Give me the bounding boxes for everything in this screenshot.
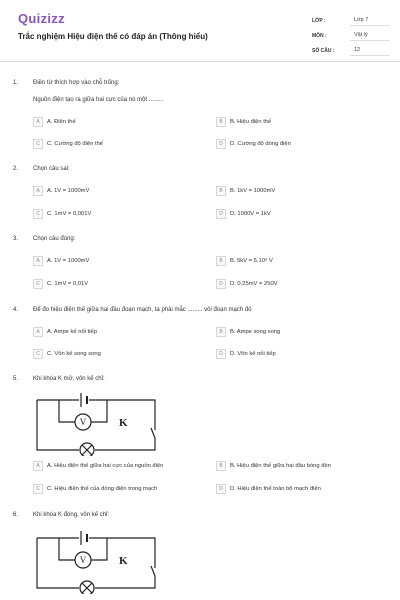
option-letter: C (33, 484, 43, 494)
option-text: C. 1mV = 0,01V (47, 281, 89, 287)
class-label: LỚP : (312, 17, 326, 24)
option-c[interactable] (33, 139, 103, 149)
question-text: Để đo hiệu điện thế giữa hai đầu đoạn mạch, ta phải mắc ......... vôi đoạn mạch đó (33, 307, 252, 313)
option-text: A. 1V = 1000mV (47, 188, 90, 194)
quizizz-logo: Quizizz (18, 11, 65, 26)
meta-count-row (312, 43, 390, 58)
option-a[interactable] (33, 327, 97, 337)
circuit-diagram (33, 390, 163, 456)
option-letter: D (216, 484, 226, 494)
option-d[interactable] (216, 209, 271, 219)
question-number: 2. (13, 166, 19, 172)
switch-label: K (119, 417, 128, 429)
option-text: B. Hiệu điện thế (230, 119, 272, 125)
option-letter: B (216, 256, 226, 266)
count-value: 12 (350, 45, 390, 56)
option-b[interactable] (216, 327, 280, 337)
question-text: Khi khóa K mở, vôn kế chỉ: (33, 376, 105, 382)
question-number: 4. (13, 307, 19, 313)
option-letter: A (33, 256, 43, 266)
option-c[interactable] (33, 484, 157, 494)
option-letter: A (33, 461, 43, 471)
option-letter: B (216, 327, 226, 337)
outer-wire-bottom (37, 538, 155, 588)
option-d[interactable] (216, 279, 278, 289)
switch-blade (151, 428, 155, 438)
worksheet-header (0, 0, 400, 62)
question-text: Khi khóa K đóng, vôn kế chỉ: (33, 512, 110, 518)
subject-value: Vật lý (350, 30, 390, 41)
voltmeter-label: V (79, 555, 87, 565)
option-b[interactable] (216, 461, 331, 471)
outer-wire-top (37, 400, 155, 430)
option-text: B. Hiệu điện thế giữa hai đầu bóng đèn (230, 463, 331, 469)
option-c[interactable] (33, 349, 101, 359)
option-letter: A (33, 117, 43, 127)
option-b[interactable] (216, 117, 271, 127)
question-number: 1. (13, 80, 19, 86)
option-c[interactable] (33, 209, 91, 219)
voltmeter-label: V (79, 417, 87, 427)
meta-class-row (312, 13, 390, 28)
option-text: A. Điện thế (47, 119, 76, 125)
option-letter: C (33, 209, 43, 219)
outer-wire-bottom (37, 400, 155, 450)
question-number: 6. (13, 512, 19, 518)
option-d[interactable] (216, 484, 321, 494)
option-text: D. Vôn kế nối tiếp (230, 351, 276, 357)
option-letter: A (33, 186, 43, 196)
option-b[interactable] (216, 186, 275, 196)
option-a[interactable] (33, 117, 76, 127)
option-b[interactable] (216, 256, 273, 266)
option-text: C. Hiệu điện thế của dòng điện trong mạch (47, 486, 158, 492)
option-a[interactable] (33, 256, 89, 266)
option-text: A. Hiệu điện thế giữa hai cực của nguồn điện (47, 463, 164, 469)
switch-blade (151, 566, 155, 576)
option-letter: D (216, 279, 226, 289)
option-text: B. Ampe song song (230, 329, 281, 335)
option-d[interactable] (216, 349, 276, 359)
option-letter: A (33, 327, 43, 337)
option-letter: D (216, 349, 226, 359)
option-text: D. Hiệu điện thế toàn bộ mạch điện (230, 486, 321, 492)
question-number: 3. (13, 236, 19, 242)
option-d[interactable] (216, 139, 291, 149)
class-value: Lớp 7 (350, 15, 390, 26)
option-a[interactable] (33, 461, 163, 471)
option-text: A. Ampe kế nối tiếp (47, 329, 97, 335)
option-letter: B (216, 117, 226, 127)
outer-wire-top (37, 538, 155, 568)
option-a[interactable] (33, 186, 89, 196)
question-text: Điền từ thích hợp vào chỗ trống: (33, 80, 120, 86)
option-letter: B (216, 186, 226, 196)
subject-label: MÔN : (312, 32, 327, 39)
option-letter: D (216, 139, 226, 149)
question-subtext: Nguồn điện tạo ra giữa hai cực của nó một ......... (33, 97, 164, 103)
option-text: C. 1mV = 0,001V (47, 211, 92, 217)
question-text: Chọn câu đúng: (33, 236, 76, 242)
option-text: C. Cường độ điện thế (47, 141, 104, 147)
page-title: Trắc nghiệm Hiệu điện thế có đáp án (Thông hiểu) (18, 32, 208, 41)
option-c[interactable] (33, 279, 88, 289)
question-number: 5. (13, 376, 19, 382)
option-letter: B (216, 461, 226, 471)
option-text: B. 1kV = 1000mV (230, 188, 276, 194)
option-letter: D (216, 209, 226, 219)
option-text: D. 0,25mV = 250V (230, 281, 278, 287)
switch-label: K (119, 555, 128, 567)
meta-subject-row (312, 28, 390, 43)
option-text: D. Cường độ dòng điện (230, 141, 291, 147)
worksheet-meta (312, 13, 390, 58)
option-text: D. 1000V = 1kV (230, 211, 271, 217)
option-letter: C (33, 349, 43, 359)
option-letter: C (33, 139, 43, 149)
option-text: C. Vôn kế song song (47, 351, 101, 357)
option-letter: C (33, 279, 43, 289)
option-text: B. 5kV = 5,10⁶ V (230, 258, 273, 264)
option-text: A. 1V = 1000mV (47, 258, 90, 264)
question-text: Chọn câu sai: (33, 166, 70, 172)
circuit-diagram (33, 528, 163, 594)
count-label: SỐ CÂU : (312, 47, 335, 54)
